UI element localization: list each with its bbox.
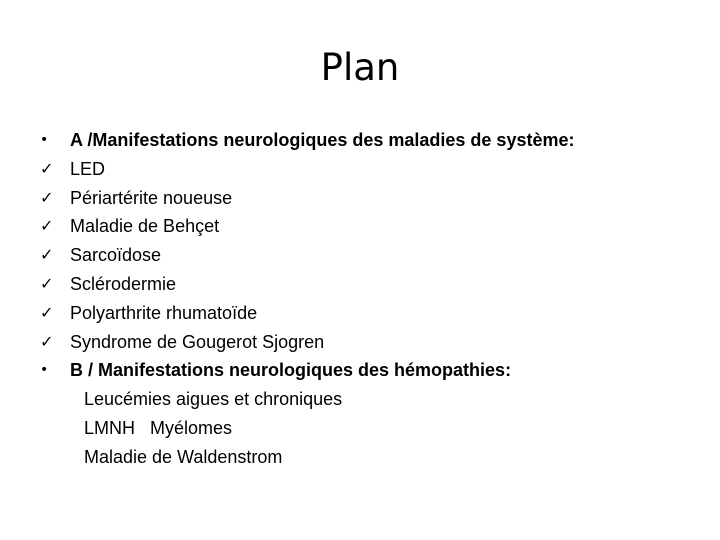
- checkmark-icon: ✓: [40, 273, 54, 293]
- list-item: [40, 443, 700, 472]
- list-item-text: Maladie de Waldenstrom: [84, 446, 283, 467]
- list-item: [40, 356, 700, 385]
- list-item-text: Maladie de Behçet: [70, 216, 220, 237]
- checkmark-icon: ✓: [40, 302, 54, 322]
- list-item: [40, 212, 700, 241]
- list-item-text: Leucémies aigues et chroniques: [84, 389, 343, 410]
- list-item: [40, 270, 700, 299]
- list-item: [40, 414, 700, 443]
- list-item: [40, 299, 700, 328]
- checkmark-icon: ✓: [40, 158, 54, 178]
- bullet-list: [40, 126, 700, 472]
- list-item: [40, 328, 700, 357]
- list-item: [40, 385, 700, 414]
- list-item-text: LMNH Myélomes: [84, 417, 233, 438]
- list-item-text: Périartérite noueuse: [70, 187, 233, 208]
- list-item-text: A /Manifestations neurologiques des maladies de système:: [70, 130, 575, 150]
- slide-title: Plan: [320, 46, 400, 89]
- list-item-text: Polyarthrite rhumatoïde: [70, 302, 258, 323]
- checkmark-icon: ✓: [40, 216, 54, 236]
- list-item: [40, 126, 700, 155]
- checkmark-icon: ✓: [40, 331, 54, 351]
- list-item-text: Sarcoïdose: [70, 245, 162, 266]
- list-item-text: Sclérodermie: [70, 273, 177, 294]
- list-item: [40, 241, 700, 270]
- bullet-icon: •: [40, 362, 49, 379]
- list-item: [40, 155, 700, 184]
- list-item-text: B / Manifestations neurologiques des hémopathies:: [70, 360, 512, 381]
- checkmark-icon: ✓: [40, 187, 54, 207]
- checkmark-icon: ✓: [40, 245, 54, 265]
- list-item-text: LED: [70, 158, 106, 179]
- list-item: [40, 184, 700, 213]
- list-item-text: Syndrome de Gougerot Sjogren: [70, 331, 325, 352]
- bullet-icon: •: [40, 132, 49, 148]
